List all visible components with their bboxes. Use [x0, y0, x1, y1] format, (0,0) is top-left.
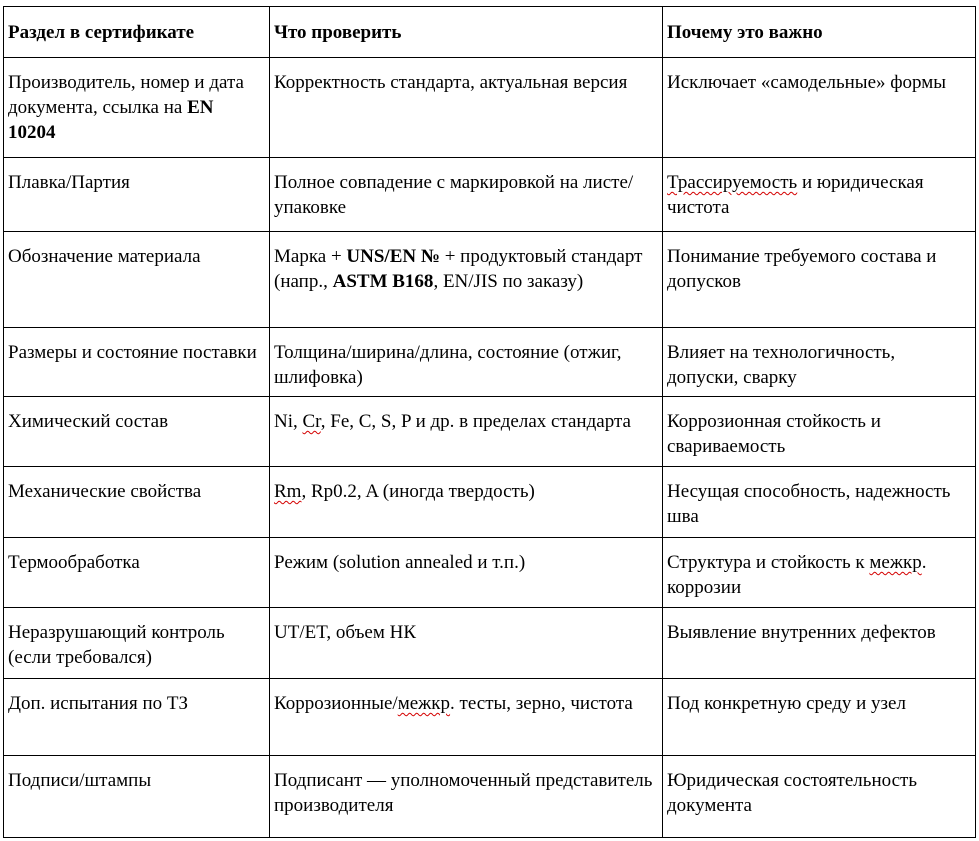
cell-why: Влияет на технологичность, допуски, сварку — [663, 328, 976, 397]
cell-why: Исключает «самодельные» формы — [663, 58, 976, 158]
cell-check: Режим (solution annealed и т.п.) — [270, 538, 663, 608]
cell-section: Обозначение материала — [4, 232, 270, 328]
table-row — [4, 158, 976, 232]
header-section: Раздел в сертификате — [4, 7, 270, 58]
table-row — [4, 58, 976, 158]
spellcheck-word: Трассируемость — [667, 172, 798, 193]
cell-text: и юридическая чистота — [667, 172, 924, 218]
cell-text: Производитель, номер и дата документа, ссылка на — [8, 72, 244, 118]
cell-text: + продуктовый стандарт (напр., — [274, 246, 643, 292]
cell-text: , EN/JIS по заказу) — [433, 271, 584, 292]
cell-check — [270, 397, 663, 467]
cell-why: Несущая способность, надежность шва — [663, 467, 976, 538]
table-row — [4, 538, 976, 608]
table-row — [4, 328, 976, 397]
cell-check: Корректность стандарта, актуальная версия — [270, 58, 663, 158]
cell-text: , Fe, C, S, P и др. в пределах стандарта — [320, 411, 631, 432]
cell-text: Коррозионные/ — [274, 693, 398, 714]
cell-text: . коррозии — [667, 552, 927, 598]
cell-check — [270, 679, 663, 756]
cell-text-bold: EN 10204 — [8, 97, 214, 143]
cell-text: Структура и стойкость к — [667, 552, 870, 573]
cell-section: Доп. испытания по ТЗ — [4, 679, 270, 756]
cell-why — [663, 538, 976, 608]
spellcheck-word: межкр — [397, 693, 451, 714]
cell-why: Под конкретную среду и узел — [663, 679, 976, 756]
header-check: Что проверить — [270, 7, 663, 58]
cell-text: . тесты, зерно, чистота — [450, 693, 633, 714]
cell-section — [4, 58, 270, 158]
table-header-row — [4, 7, 976, 58]
table-row — [4, 756, 976, 838]
cell-check: UT/ET, объем НК — [270, 608, 663, 679]
spellcheck-word: межкр — [869, 552, 922, 573]
cell-section: Размеры и состояние поставки — [4, 328, 270, 397]
cell-section: Механические свойства — [4, 467, 270, 538]
cell-text: Ni, — [274, 411, 303, 432]
cell-why: Коррозионная стойкость и свариваемость — [663, 397, 976, 467]
spellcheck-word: Rm — [274, 481, 302, 502]
spellcheck-word: Cr — [302, 411, 321, 432]
table-row — [4, 467, 976, 538]
cell-section: Подписи/штампы — [4, 756, 270, 838]
cell-text: Марка + — [274, 246, 347, 267]
cell-why — [663, 158, 976, 232]
certificate-check-table — [3, 6, 976, 838]
cell-check — [270, 232, 663, 328]
cell-why: Юридическая состоятельность документа — [663, 756, 976, 838]
cell-text-bold: UNS/EN № — [346, 246, 440, 267]
cell-section: Неразрушающий контроль (если требовался) — [4, 608, 270, 679]
table-row — [4, 608, 976, 679]
cell-why: Понимание требуемого состава и допусков — [663, 232, 976, 328]
cell-check: Подписант — уполномоченный представитель производителя — [270, 756, 663, 838]
table-row — [4, 397, 976, 467]
cell-check: Толщина/ширина/длина, состояние (отжиг, шлифовка) — [270, 328, 663, 397]
cell-section: Термообработка — [4, 538, 270, 608]
cell-check: Полное совпадение с маркировкой на листе/упаковке — [270, 158, 663, 232]
table-row — [4, 232, 976, 328]
cell-check — [270, 467, 663, 538]
cell-text-bold: ASTM B168 — [332, 271, 434, 292]
cell-text: , Rp0.2, A (иногда твердость) — [301, 481, 535, 502]
cell-section: Химический состав — [4, 397, 270, 467]
cell-why: Выявление внутренних дефектов — [663, 608, 976, 679]
table-row — [4, 679, 976, 756]
cell-section: Плавка/Партия — [4, 158, 270, 232]
header-why: Почему это важно — [663, 7, 976, 58]
